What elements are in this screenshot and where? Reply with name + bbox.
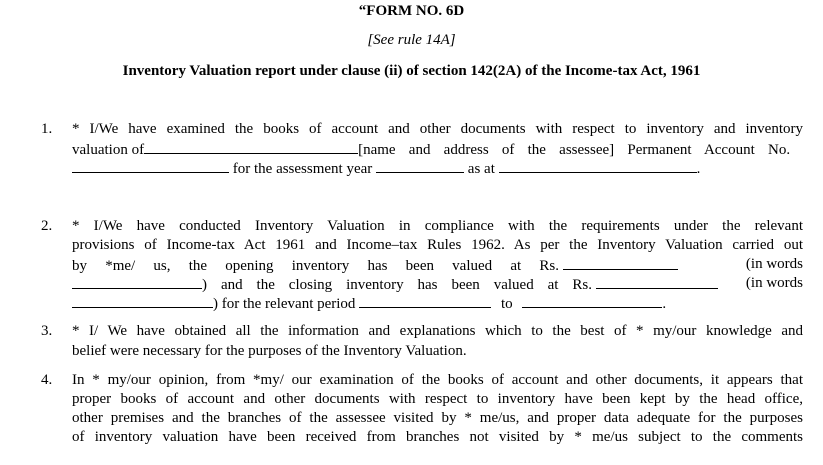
pan-blank[interactable]: [72, 158, 229, 173]
closing-inventory-amount-blank[interactable]: [596, 274, 718, 289]
assessment-year-blank[interactable]: [376, 158, 464, 173]
rule-reference: [See rule 14A]: [367, 32, 456, 48]
item-4-line-4: of inventory valuation have been received from branches not visited by * me/us subject to the comments: [72, 429, 803, 445]
item-1-line-1: * I/We have examined the books of account and other documents with respect to inventory and inventory: [72, 121, 803, 137]
opening-inventory-words-blank[interactable]: [72, 274, 202, 289]
item-4-line-1: In * my/our opinion, from *my/ our examination of the books of account and other documents, it appears that: [72, 372, 803, 388]
item-3-number: 3.: [41, 323, 53, 339]
item-4-line-3: other premises and the branches of the assessee visited by * me/us, and proper data adequate for the purposes: [72, 410, 803, 426]
item-2-line-2: provisions of Income-tax Act 1961 and Income–tax Rules 1962. As per the Inventory Valuation carried out: [72, 237, 803, 253]
item-1-valuation-of-label: valuation of: [72, 142, 145, 158]
item-2-line-3: [72, 255, 803, 276]
item-1-period: .: [696, 161, 701, 177]
item-4-number: 4.: [41, 372, 53, 388]
item-1-line-3: [72, 158, 803, 179]
item-2-number: 2.: [41, 218, 53, 234]
item-2-line-4: [72, 274, 803, 295]
item-3-line-1: * I/ We have obtained all the information and explanations which to the best of * my/our knowledge and: [72, 323, 803, 339]
item-2-period: .: [662, 296, 667, 312]
item-4-line-2: proper books of account and other documents with respect to inventory have been kept by the head office,: [72, 391, 803, 407]
period-to-blank[interactable]: [522, 293, 662, 308]
item-1-line-2: [72, 139, 803, 160]
assessee-name-address-blank[interactable]: [144, 139, 358, 154]
period-from-blank[interactable]: [359, 293, 491, 308]
form-title: “FORM NO. 6D: [358, 3, 465, 19]
form-subtitle: Inventory Valuation report under clause (ii) of section 142(2A) of the Income-tax Act, 1961: [122, 63, 701, 79]
item-1-name-address-label: [name and address of the assessee] Permanent Account No.: [358, 142, 791, 158]
closing-in-words-label: (in words: [745, 275, 803, 291]
closing-inventory-label: ) and the closing inventory has been valued at Rs.: [202, 277, 592, 293]
opening-inventory-amount-blank[interactable]: [563, 255, 678, 270]
item-1-number: 1.: [41, 121, 53, 137]
as-at-date-blank[interactable]: [499, 158, 697, 173]
opening-in-words-label: (in words: [745, 256, 803, 272]
opening-inventory-label: by *me/ us, the opening inventory has been valued at Rs.: [72, 258, 559, 274]
assessment-year-label: for the assessment year: [232, 161, 373, 177]
closing-inventory-words-blank[interactable]: [72, 293, 213, 308]
as-at-label: as at: [467, 161, 495, 177]
item-3-line-2: belief were necessary for the purposes of the Inventory Valuation.: [72, 343, 467, 359]
item-2-line-5: [72, 293, 803, 314]
item-2-line-1: * I/We have conducted Inventory Valuation in compliance with the requirements under the relevant: [72, 218, 803, 234]
period-to-label: to: [500, 296, 513, 312]
relevant-period-label: ) for the relevant period: [213, 296, 356, 312]
